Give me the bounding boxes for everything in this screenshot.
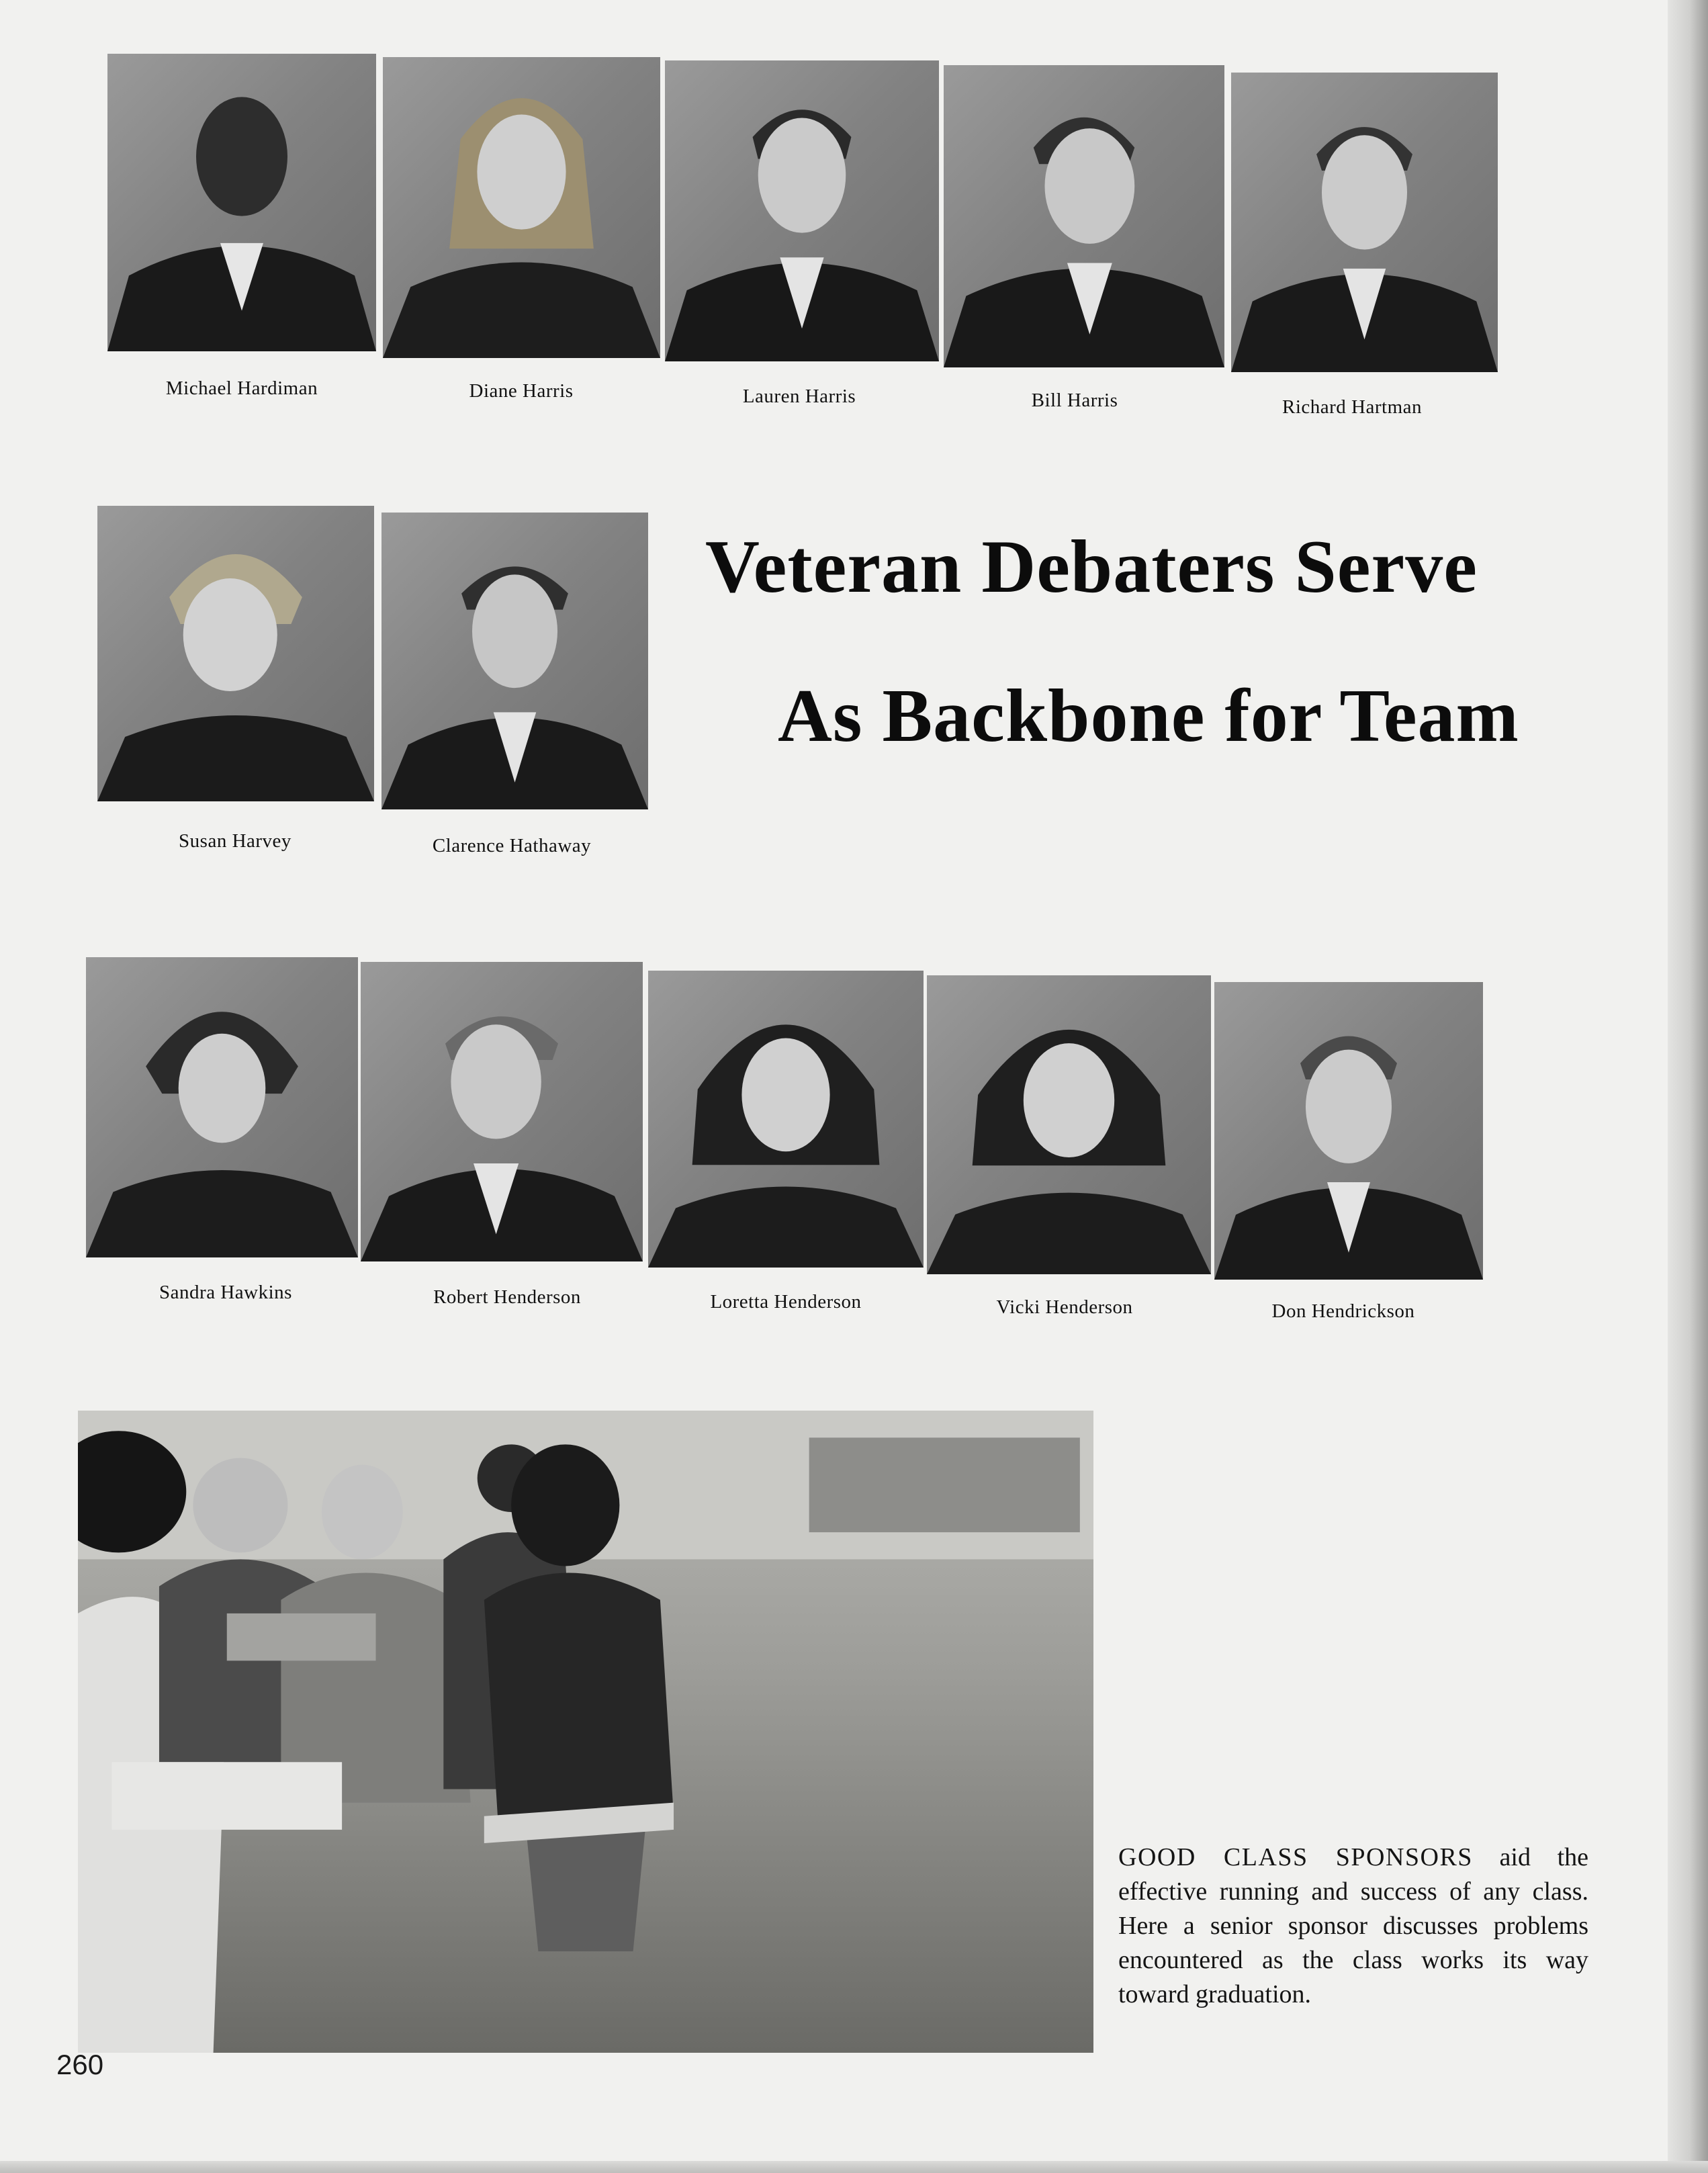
cutline-lead: GOOD CLASS SPONSORS [1118, 1843, 1473, 1871]
headline-line-2: As Backbone for Team [778, 674, 1519, 758]
portrait-sandra-hawkins [86, 957, 358, 1257]
cutline-body: aid the effective running and success of any class. Here a senior sponsor discusses problems encountered as the class works its way toward graduation. [1118, 1843, 1588, 2008]
caption-robert-henderson: Robert Henderson [433, 1286, 581, 1308]
portrait-vicki-henderson [927, 975, 1211, 1274]
portrait-diane-harris [383, 57, 660, 358]
portrait-susan-harvey [97, 506, 374, 801]
photo-cutline [1118, 1841, 1588, 2012]
portrait-michael-hardiman [107, 54, 376, 351]
group-photo-class-sponsors [78, 1411, 1093, 2053]
caption-richard-hartman: Richard Hartman [1282, 396, 1422, 418]
caption-clarence-hathaway: Clarence Hathaway [432, 835, 592, 856]
portrait-richard-hartman [1231, 73, 1498, 372]
caption-don-hendrickson: Don Hendrickson [1271, 1300, 1415, 1322]
caption-susan-harvey: Susan Harvey [179, 830, 291, 852]
page-edge-shadow [1668, 0, 1708, 2173]
page-bottom-edge [0, 2161, 1708, 2173]
headline-line-1: Veteran Debaters Serve [705, 525, 1478, 609]
caption-michael-hardiman: Michael Hardiman [165, 378, 318, 399]
portrait-robert-henderson [361, 962, 643, 1261]
portrait-bill-harris [944, 65, 1224, 367]
portrait-don-hendrickson [1214, 982, 1483, 1280]
page-number: 260 [56, 2049, 104, 2080]
caption-loretta-henderson: Loretta Henderson [710, 1291, 862, 1313]
caption-bill-harris: Bill Harris [1031, 390, 1118, 411]
portrait-loretta-henderson [648, 971, 924, 1268]
caption-sandra-hawkins: Sandra Hawkins [159, 1282, 292, 1303]
caption-diane-harris: Diane Harris [469, 380, 574, 402]
caption-lauren-harris: Lauren Harris [742, 386, 856, 407]
portrait-clarence-hathaway [381, 513, 648, 809]
caption-vicki-henderson: Vicki Henderson [996, 1296, 1133, 1318]
portrait-lauren-harris [665, 60, 939, 361]
